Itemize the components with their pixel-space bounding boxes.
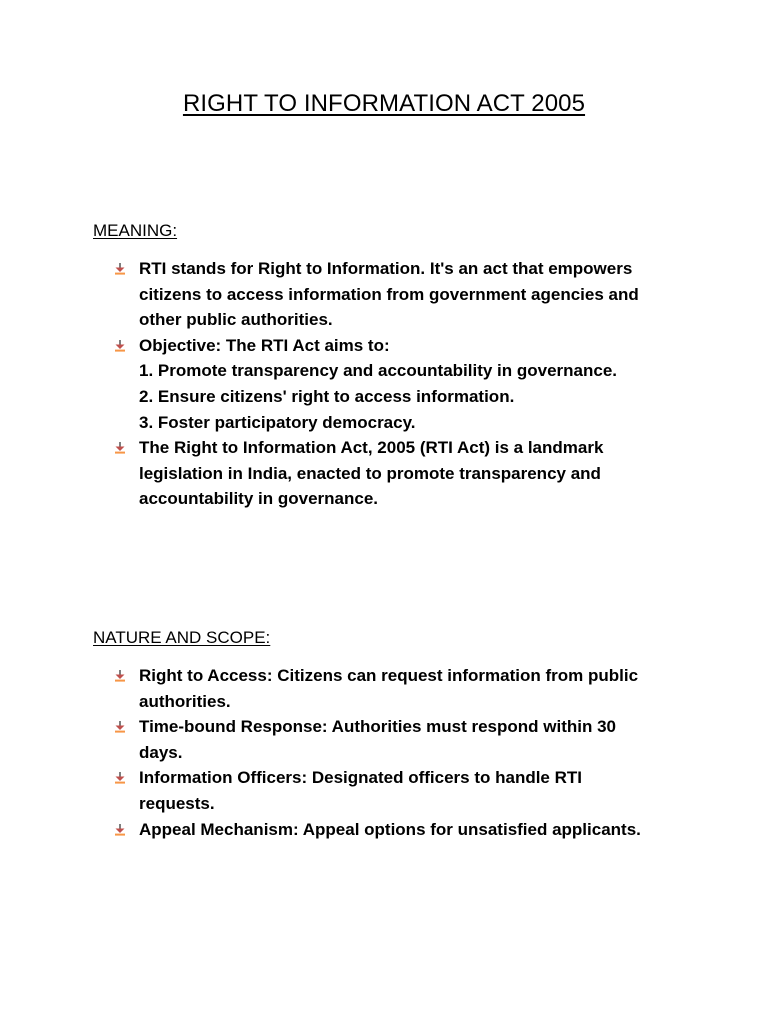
arrow-down-bullet-icon [114, 263, 126, 275]
list-item [113, 256, 693, 333]
list-item [113, 435, 693, 512]
list-item [113, 765, 693, 816]
list-item-text-line: Time-bound Response: Authorities must respond within 30 [139, 717, 616, 737]
section-heading-meaning: MEANING: [93, 221, 178, 240]
list-item-text-line: citizens to access information from government agencies and [139, 284, 639, 304]
list-item-text-line: Right to Access: Citizens can request information from public [139, 666, 639, 685]
list-item-text-line: The Right to Information Act, 2005 (RTI Act) is a landmark [139, 438, 604, 458]
list-item [113, 663, 693, 714]
list-item-text-line: 2. Ensure citizens' right to access information. [139, 386, 515, 406]
list-item-text-line: Appeal Mechanism: Appeal options for unsatisfied applicants. [139, 819, 641, 839]
arrow-down-bullet-icon [114, 772, 126, 784]
list-item-text-line: RTI stands for Right to Information. It's an act that empowers [139, 259, 633, 278]
list-item-text-line: other public authorities. [139, 310, 333, 330]
list-item-text-line: days. [139, 742, 183, 762]
section-heading-nature-and-scope: NATURE AND SCOPE: [93, 628, 271, 647]
page-title: RIGHT TO INFORMATION ACT 2005 [182, 90, 586, 117]
arrow-down-bullet-icon [114, 442, 126, 454]
list-item-text-line: Information Officers: Designated officers to handle RTI [139, 768, 582, 788]
list-item-text-line: accountability in governance. [139, 489, 379, 509]
list-item-text-line: Objective: The RTI Act aims to: [139, 335, 390, 355]
arrow-down-bullet-icon [114, 670, 126, 682]
list-item-text-line: legislation in India, enacted to promote transparency and [139, 463, 601, 483]
bullet-list-nature-and-scope [113, 663, 693, 842]
list-item-text-line: requests. [139, 793, 215, 813]
list-item-text-line: 3. Foster participatory democracy. [139, 412, 416, 432]
list-item [113, 333, 693, 435]
list-item [113, 817, 693, 843]
list-item [113, 714, 693, 765]
list-item-text-line: 1. Promote transparency and accountability in governance. [139, 361, 618, 381]
arrow-down-bullet-icon [114, 824, 126, 836]
list-item-text-line: authorities. [139, 691, 231, 711]
arrow-down-bullet-icon [114, 340, 126, 352]
bullet-list-meaning [113, 256, 693, 512]
arrow-down-bullet-icon [114, 721, 126, 733]
